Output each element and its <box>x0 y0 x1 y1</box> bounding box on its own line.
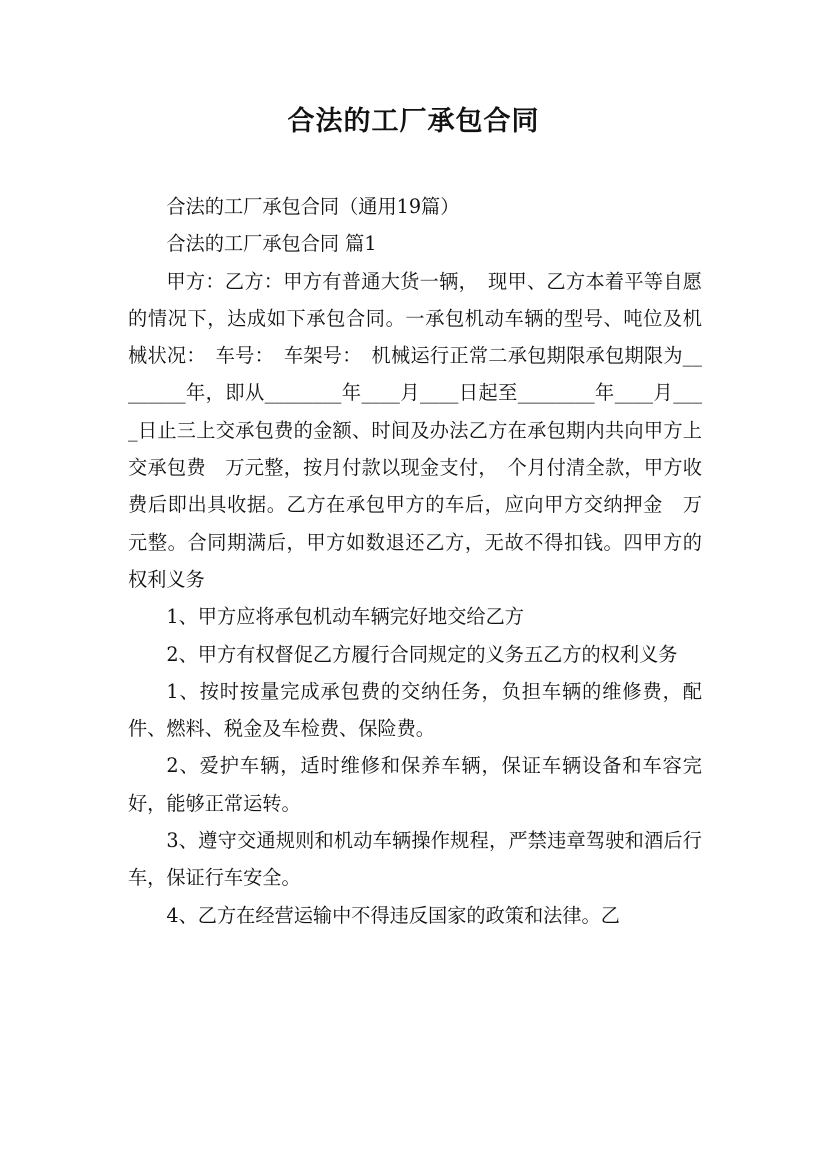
paragraph-party-b-duty-2: 2、爱护车辆，适时维修和保养车辆，保证车辆设备和车容完好，能够正常运转。 <box>128 754 702 815</box>
paragraph-party-a-duty-2: 2、甲方有权督促乙方履行合同规定的义务五乙方的权利义务 <box>166 642 678 666</box>
paragraph-contract-terms: 甲方：乙方：甲方有普通大货一辆， 现甲、乙方本着平等自愿的情况下，达成如下承包合同。一承包机动车辆的型号、吨位及机械状况： 车号： 车架号： 机械运行正常二承包期限承包期限为________年，即从________年____月____日起至________年____月____日止三上交承包费的金额、时间及办法乙方在承包期内共向甲方上交承包费 万元整，按月付款以现金支付， 个月付清全款，甲方收费后即出具收据。乙方在承包甲方的车后，应向甲方交纳押金 万元整。合同期满后，甲方如数退还乙方，无故不得扣钱。四甲方的权利义务 <box>128 269 702 591</box>
paragraph-section-title: 合法的工厂承包合同 篇1 <box>166 232 377 256</box>
document-title: 合法的工厂承包合同 <box>287 106 540 137</box>
document-body <box>128 188 702 934</box>
paragraph-party-b-duty-3: 3、遵守交通规则和机动车辆操作规程，严禁违章驾驶和酒后行车，保证行车安全。 <box>128 829 702 890</box>
paragraph-heading: 合法的工厂承包合同（通用19篇） <box>166 195 460 218</box>
paragraph-party-b-duty-1: 1、按时按量完成承包费的交纳任务，负担车辆的维修费，配件、燃料、税金及车检费、保险费。 <box>128 679 702 741</box>
paragraph-party-a-duty-1: 1、甲方应将承包机动车辆完好地交给乙方 <box>166 605 524 629</box>
paragraph-party-b-duty-4: 4、乙方在经营运输中不得违反国家的政策和法律。乙 <box>166 903 620 927</box>
